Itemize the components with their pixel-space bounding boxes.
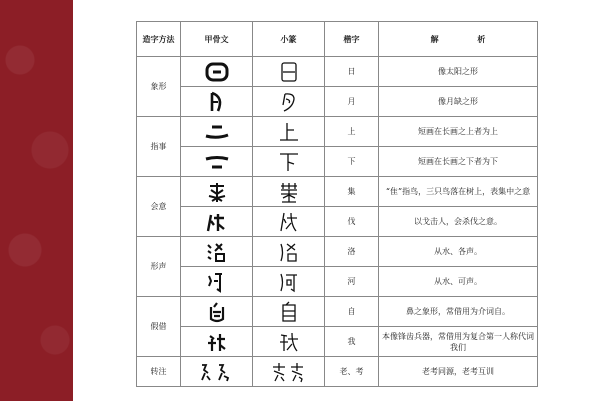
header-modern: 楷字: [325, 22, 379, 57]
analysis-text: 短画在长画之下者为下: [379, 147, 538, 177]
method-cell: 形声: [137, 237, 181, 297]
header-method: 造字方法: [137, 22, 181, 57]
analysis-text: “隹”指鸟，三只鸟落在树上，表集中之意: [379, 177, 538, 207]
self-oracle-glyph: [181, 297, 253, 327]
analysis-text: 短画在长画之上者为上: [379, 117, 538, 147]
modern-char: 自: [325, 297, 379, 327]
modern-char: 日: [325, 57, 379, 87]
character-formation-table: [136, 21, 538, 387]
modern-char: 伐: [325, 207, 379, 237]
table-row: [137, 267, 538, 297]
lao-kao-seal-glyph: [253, 357, 325, 387]
down-seal-glyph: [253, 147, 325, 177]
up-oracle-glyph: [181, 117, 253, 147]
header-analysis: 解 析: [379, 22, 538, 57]
sun-seal-glyph: [253, 57, 325, 87]
luo-seal-glyph: [253, 237, 325, 267]
gather-oracle-glyph: [181, 177, 253, 207]
table-row: [137, 147, 538, 177]
i-seal-glyph: [253, 327, 325, 357]
he-oracle-glyph: [181, 267, 253, 297]
down-oracle-glyph: [181, 147, 253, 177]
header-seal: 小篆: [253, 22, 325, 57]
analysis-text: 以戈击人，会杀伐之意。: [379, 207, 538, 237]
modern-char: 河: [325, 267, 379, 297]
analysis-text: 像月缺之形: [379, 87, 538, 117]
table-row: [137, 117, 538, 147]
table-header-row: [137, 22, 538, 57]
table-row: [137, 207, 538, 237]
table-row: [137, 87, 538, 117]
table-row: [137, 237, 538, 267]
modern-char: 集: [325, 177, 379, 207]
attack-seal-glyph: [253, 207, 325, 237]
modern-char: 我: [325, 327, 379, 357]
modern-char: 洛: [325, 237, 379, 267]
attack-oracle-glyph: [181, 207, 253, 237]
table-row: [137, 297, 538, 327]
table-row: [137, 177, 538, 207]
analysis-text: 老考同源，老考互训: [379, 357, 538, 387]
decorative-side-band: [0, 0, 73, 401]
method-cell: 象形: [137, 57, 181, 117]
analysis-text: 从水、各声。: [379, 237, 538, 267]
table-row: [137, 327, 538, 357]
he-seal-glyph: [253, 267, 325, 297]
method-cell: 会意: [137, 177, 181, 237]
up-seal-glyph: [253, 117, 325, 147]
gather-seal-glyph: [253, 177, 325, 207]
modern-char: 下: [325, 147, 379, 177]
self-seal-glyph: [253, 297, 325, 327]
analysis-text: 像太阳之形: [379, 57, 538, 87]
table-row: [137, 357, 538, 387]
analysis-text: 从水、可声。: [379, 267, 538, 297]
analysis-text: 鼻之象形，常借用为介词自。: [379, 297, 538, 327]
luo-oracle-glyph: [181, 237, 253, 267]
moon-seal-glyph: [253, 87, 325, 117]
i-oracle-glyph: [181, 327, 253, 357]
lao-kao-oracle-glyph: [181, 357, 253, 387]
modern-char: 老、考: [325, 357, 379, 387]
header-oracle: 甲骨文: [181, 22, 253, 57]
analysis-text: 本像锋齿兵器，常借用为复合第一人称代词我们: [379, 327, 538, 357]
method-cell: 转注: [137, 357, 181, 387]
moon-oracle-glyph: [181, 87, 253, 117]
modern-char: 月: [325, 87, 379, 117]
sun-oracle-glyph: [181, 57, 253, 87]
method-cell: 指事: [137, 117, 181, 177]
modern-char: 上: [325, 117, 379, 147]
table-row: [137, 57, 538, 87]
method-cell: 假借: [137, 297, 181, 357]
